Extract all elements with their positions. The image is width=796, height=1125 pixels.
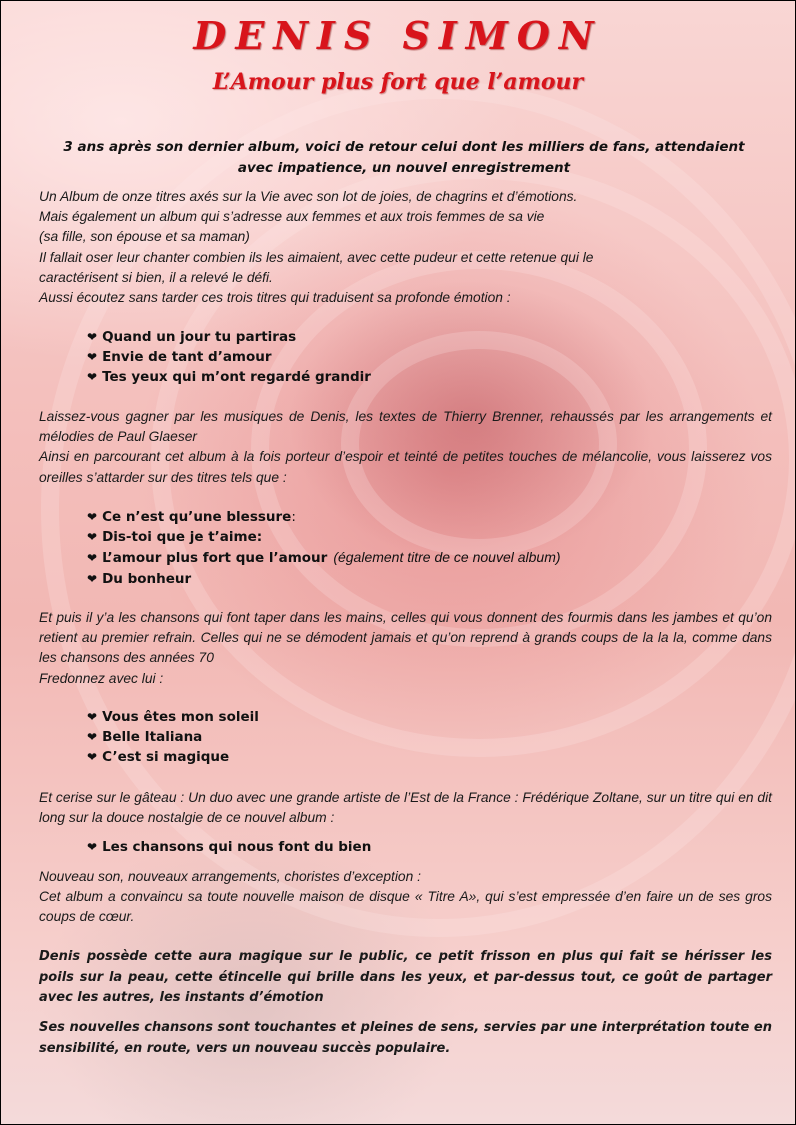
- song-item: [87, 837, 371, 857]
- song-suffix: :: [291, 509, 296, 525]
- song-title: Belle Italiana: [102, 729, 203, 746]
- artist-title: DENIS SIMON: [193, 13, 603, 58]
- song-item: [87, 527, 561, 547]
- paragraph-lead: Fredonnez avec lui :: [39, 670, 164, 686]
- song-title: Ce n’est qu’une blessure: [102, 509, 292, 525]
- closing-paragraph-1: Denis possède cette aura magique sur le public, ce petit frisson en plus qui fait se hérisser les poils sur la peau, cette étincelle qui brille dans les yeux, et par-dessus tout, ce goût de partager avec les autres, les instants d’émotion: [39, 949, 772, 1005]
- heart-icon: ❤: [87, 750, 98, 765]
- closing-paragraph-2: Ses nouvelles chansons sont touchantes et pleines de sens, servies par une interprétation toute en sensibilité, en route, vers un nouveau succès populaire.: [39, 1020, 772, 1056]
- heart-icon: ❤: [87, 840, 98, 854]
- song-title: C’est si magique: [102, 749, 230, 766]
- song-item: [87, 367, 371, 387]
- paragraph: Ainsi en parcourant cet album à la fois porteur d’espoir et teinté de petites touches de mélancolie, vous laisserez vos oreilles s’attarder sur des titres tels que :: [39, 449, 772, 485]
- song-list-4: [87, 837, 371, 857]
- album-subtitle: L’Amour plus fort que l’amour: [212, 69, 584, 95]
- song-note: (également titre de ce nouvel album): [333, 549, 561, 566]
- song-item: [87, 547, 561, 568]
- song-list-2: [87, 507, 561, 589]
- song-item: [87, 327, 371, 347]
- section-3-text: [39, 608, 772, 689]
- heart-icon: ❤: [87, 551, 98, 566]
- section-5-text: [39, 867, 772, 928]
- song-title: Envie de tant d’amour: [102, 349, 272, 366]
- paragraph: Et cerise sur le gâteau : Un duo avec une grande artiste de l’Est de la France : Frédérique Zoltane, sur un titre qui en dit long sur la douce nostalgie de ce nouvel album :: [39, 790, 772, 826]
- heart-icon: ❤: [87, 350, 98, 365]
- text-line: Un Album de onze titres axés sur la Vie avec son lot de joies, de chagrins et d’émotions.: [39, 189, 578, 204]
- song-title: Du bonheur: [102, 570, 192, 587]
- text-line: Il fallait oser leur chanter combien ils les aimaient, avec cette pudeur et cette retenue qui le: [39, 249, 594, 265]
- song-title: L’amour plus fort que l’amour: [102, 550, 328, 567]
- heart-icon: ❤: [87, 571, 98, 586]
- flyer-content: [1, 1, 795, 1124]
- song-item: [87, 347, 371, 367]
- song-item: [87, 707, 259, 727]
- song-suffix: :: [256, 529, 263, 546]
- song-title: Dis-toi que je t’aime: [102, 529, 257, 546]
- song-item: [87, 727, 259, 747]
- heart-icon: ❤: [87, 510, 98, 524]
- heart-icon: ❤: [87, 730, 98, 745]
- song-title: Tes yeux qui m’ont regardé grandir: [102, 369, 371, 386]
- song-list-3: [87, 707, 259, 768]
- section-2-text: [39, 407, 772, 488]
- song-title: Quand un jour tu partiras: [102, 329, 297, 345]
- section-4-text: [39, 788, 772, 828]
- heart-icon: ❤: [87, 330, 98, 344]
- paragraph: Laissez-vous gagner par les musiques de Denis, les textes de Thierry Brenner, rehaussés par les arrangements et mélodies de Paul Glaeser: [39, 409, 772, 445]
- song-item: [87, 507, 561, 527]
- song-item: [87, 747, 259, 767]
- song-title: Les chansons qui nous font du bien: [102, 839, 372, 855]
- text-line: Mais également un album qui s’adresse aux femmes et aux trois femmes de sa vie: [39, 209, 545, 225]
- paragraph: Et puis il y’a les chansons qui font taper dans les mains, celles qui vous donnent des fourmis dans les jambes et qu’on retient au premier refrain. Celles qui ne se démodent jamais et qu’on reprend à grands coups de la la la, comme dans les chansons des années 70: [39, 610, 772, 666]
- song-list-1: [87, 327, 371, 388]
- song-item: [87, 569, 561, 589]
- heart-icon: ❤: [87, 530, 98, 545]
- song-title: Vous êtes mon soleil: [102, 709, 259, 725]
- text-line: caractérisent si bien, il a relevé le défi.: [39, 269, 273, 285]
- intro-text: 3 ans après son dernier album, voici de retour celui dont les milliers de fans, attendaient avec impatience, un nouvel enregistrement: [63, 139, 745, 176]
- text-line: Aussi écoutez sans tarder ces trois titres qui traduisent sa profonde émotion :: [39, 290, 511, 306]
- heart-icon: ❤: [87, 710, 98, 724]
- text-line: (sa fille, son épouse et sa maman): [39, 229, 250, 245]
- heart-icon: ❤: [87, 370, 98, 385]
- section-1-text: [39, 187, 772, 308]
- paragraph: Nouveau son, nouveaux arrangements, choristes d’exception :: [39, 869, 421, 884]
- paragraph: Cet album a convaincu sa toute nouvelle maison de disque « Titre A», qui s’est empressée d’en faire un de ses gros coups de cœur.: [39, 889, 772, 925]
